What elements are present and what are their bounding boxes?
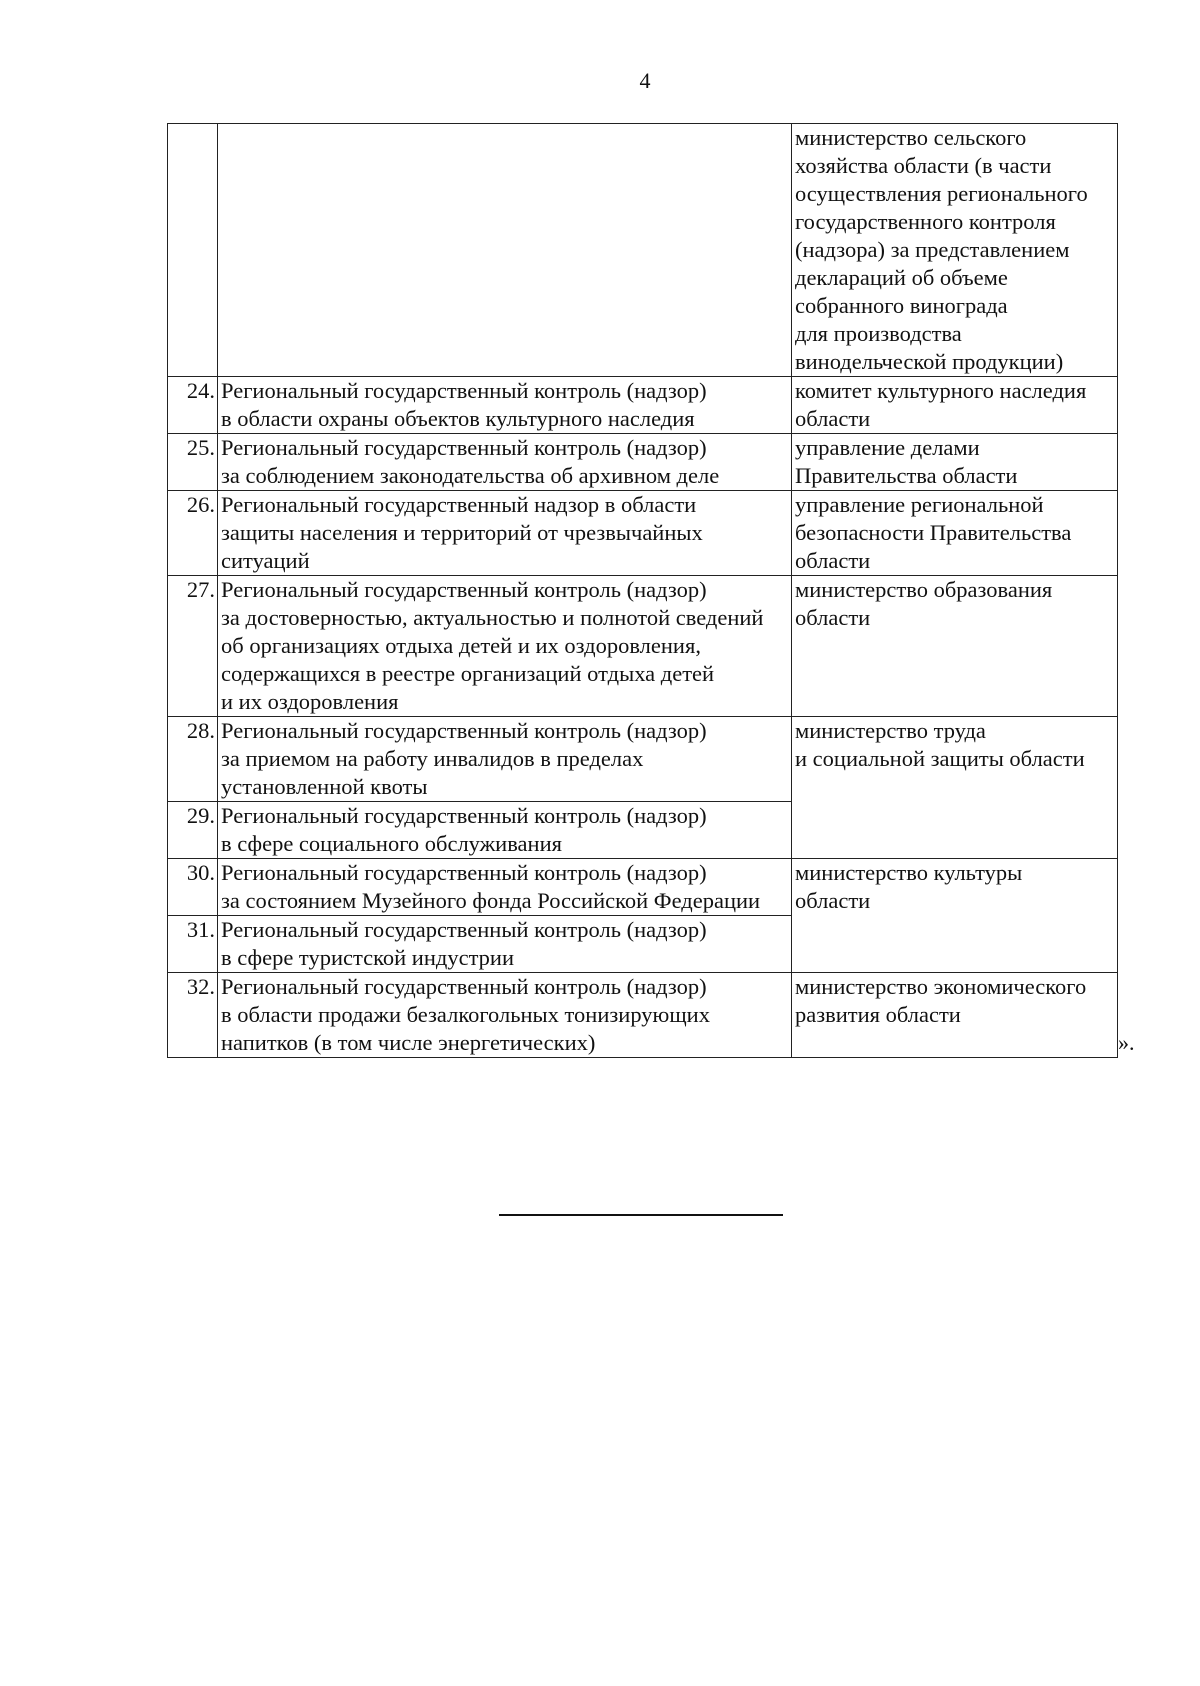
control-name-cell (218, 859, 792, 916)
authority-cell (792, 859, 1118, 973)
table-row (168, 491, 1118, 576)
authority-cell (792, 377, 1118, 434)
control-name-cell (218, 717, 792, 802)
control-name-cell (218, 916, 792, 973)
control-name-cell (218, 491, 792, 576)
control-name-line: за соблюдением законодательства об архивном деле (221, 463, 720, 488)
closing-quote: ». (1118, 1030, 1135, 1055)
authority-line: (надзора) за представлением (795, 237, 1070, 262)
authority-line: развития области (795, 1002, 961, 1027)
authority-line: Правительства области (795, 463, 1018, 488)
table-row (168, 434, 1118, 491)
authority-line: министерство труда (795, 718, 986, 743)
control-name-cell (218, 124, 792, 377)
control-name-line: Региональный государственный контроль (надзор) (221, 803, 707, 828)
control-name-line: содержащихся в реестре организаций отдыха детей (221, 661, 715, 686)
row-number: 31. (168, 916, 218, 973)
control-name-cell (218, 802, 792, 859)
table-row (168, 576, 1118, 717)
authority-cell (792, 124, 1118, 377)
authority-line: области (795, 605, 871, 630)
authority-line: министерство образования (795, 577, 1053, 602)
authority-line: области (795, 548, 871, 573)
registry-table (167, 123, 1118, 1058)
control-name-line: в области охраны объектов культурного наследия (221, 406, 695, 431)
control-name-line: Региональный государственный контроль (надзор) (221, 860, 707, 885)
authority-cell (792, 973, 1118, 1058)
table-row (168, 124, 1118, 377)
authority-cell (792, 576, 1118, 717)
row-number: 26. (168, 491, 218, 576)
end-of-document-rule (499, 1214, 783, 1216)
control-name-line: Региональный государственный контроль (надзор) (221, 378, 707, 403)
row-number: 30. (168, 859, 218, 916)
authority-line: государственного контроля (795, 209, 1056, 234)
control-name-line: Региональный государственный надзор в области (221, 492, 697, 517)
authority-line: хозяйства области (в части (795, 153, 1052, 178)
authority-cell (792, 491, 1118, 576)
table-row (168, 717, 1118, 802)
control-name-line: в сфере социального обслуживания (221, 831, 562, 856)
control-name-line: защиты населения и территорий от чрезвычайных (221, 520, 703, 545)
authority-cell (792, 717, 1118, 859)
row-number (168, 124, 218, 377)
authority-line: управление делами (795, 435, 980, 460)
control-name-line: Региональный государственный контроль (надзор) (221, 577, 707, 602)
page-number: 4 (639, 68, 651, 93)
row-number: 24. (168, 377, 218, 434)
control-name-cell (218, 434, 792, 491)
table-row (168, 859, 1118, 916)
control-name-line: Региональный государственный контроль (надзор) (221, 974, 707, 999)
control-name-cell (218, 973, 792, 1058)
control-name-line: Региональный государственный контроль (надзор) (221, 917, 707, 942)
control-name-line: в области продажи безалкогольных тонизирующих (221, 1002, 710, 1027)
control-name-line: ситуаций (221, 548, 310, 573)
authority-line: министерство культуры (795, 860, 1023, 885)
control-name-line: за состоянием Музейного фонда Российской Федерации (221, 888, 761, 913)
table-row (168, 377, 1118, 434)
row-number: 28. (168, 717, 218, 802)
authority-line: управление региональной (795, 492, 1044, 517)
control-name-cell (218, 377, 792, 434)
authority-line: министерство экономического (795, 974, 1087, 999)
control-name-line: напитков (в том числе энергетических) (221, 1030, 596, 1055)
row-number: 32. (168, 973, 218, 1058)
row-number: 29. (168, 802, 218, 859)
authority-line: комитет культурного наследия (795, 378, 1087, 403)
control-name-cell (218, 576, 792, 717)
control-name-line: Региональный государственный контроль (надзор) (221, 435, 707, 460)
authority-line: и социальной защиты области (795, 746, 1085, 771)
authority-line: безопасности Правительства (795, 520, 1072, 545)
authority-line: деклараций об объеме (795, 265, 1008, 290)
authority-line: области (795, 888, 871, 913)
row-number: 27. (168, 576, 218, 717)
control-name-line: установленной квоты (221, 774, 428, 799)
control-name-line: в сфере туристской индустрии (221, 945, 515, 970)
authority-line: осуществления регионального (795, 181, 1088, 206)
table-row (168, 973, 1118, 1058)
authority-line: для производства (795, 321, 962, 346)
authority-line: собранного винограда (795, 293, 1008, 318)
control-name-line: об организациях отдыха детей и их оздоровления, (221, 633, 701, 658)
control-name-line: и их оздоровления (221, 689, 399, 714)
control-name-line: Региональный государственный контроль (надзор) (221, 718, 707, 743)
control-name-line: за достоверностью, актуальностью и полнотой сведений (221, 605, 764, 630)
authority-cell (792, 434, 1118, 491)
authority-line: винодельческой продукции) (795, 349, 1064, 374)
row-number: 25. (168, 434, 218, 491)
authority-line: министерство сельского (795, 125, 1027, 150)
authority-line: области (795, 406, 871, 431)
control-name-line: за приемом на работу инвалидов в пределах (221, 746, 644, 771)
